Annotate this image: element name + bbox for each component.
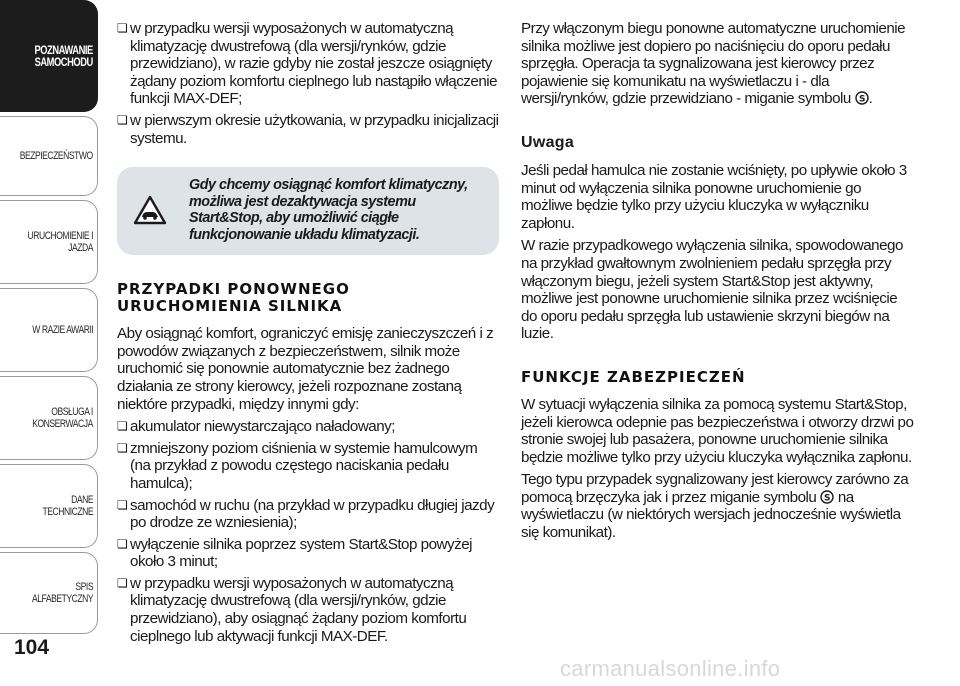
tab-label: URUCHOMIENIE I JAZDA [27, 230, 94, 254]
list-item: ❏ zmniejszony poziom ciśnienia w systemie hamulcowym (na przykład z powodu częstego naciskania pedału hamulca); [117, 440, 499, 493]
tab-label: POZNAWANIE SAMOCHODU [34, 43, 94, 69]
left-column [117, 20, 499, 649]
paragraph: Tego typu przypadek sygnalizowany jest kierowcy zarówno za pomocą brzęczyka jak i przez miganie symbolu S na wyświetlaczu (w niektórych wersjach jednocześnie wyświetla się komunikat). [521, 471, 909, 542]
tab-spis-alfabetyczny[interactable] [0, 552, 98, 634]
car-warning-icon [125, 195, 175, 225]
right-column [521, 20, 916, 547]
tab-label: SPIS ALFABETYCZNY [31, 581, 94, 605]
tab-bezpieczenstwo[interactable] [0, 116, 98, 196]
section-heading: PRZYPADKI PONOWNEGO URUCHOMIENIA SILNIKA [117, 280, 350, 316]
page-number: 104 [14, 636, 50, 659]
paragraph: Przy włączonym biegu ponowne automatyczne uruchomienie silnika możliwe jest dopiero po naciśnięciu do oporu pedału sprzęgła. Operacja ta sygnalizowana jest kierowcy przez pojawienie się komunikatu na wyświetlaczu i - dla wersji/rynków, gdzie przewidziano - miganie symbolu S . [521, 20, 906, 108]
start-stop-symbol-icon [820, 490, 834, 504]
tab-label: DANE TECHNICZNE [42, 494, 94, 518]
tab-label: BEZPIECZEŃSTWO [20, 150, 94, 162]
tab-dane-techniczne[interactable] [0, 464, 98, 548]
list-item: ❏ akumulator niewystarczająco naładowany; [117, 418, 499, 436]
list-item: ❏ w pierwszym okresie użytkowania, w przypadku inicjalizacji systemu. [117, 112, 499, 147]
paragraph: W sytuacji wyłączenia silnika za pomocą systemu Start&Stop, jeżeli kierowca odepnie pas bezpieczeństwa i otworzy drzwi po stronie swojej lub pasażera, ponowne uruchomienie silnika będzie możliwe tylko przy użyciu kluczyka wyłącznika zapłonu. [521, 395, 914, 466]
list-item: ❏ wyłączenie silnika poprzez system Start&Stop powyżej około 3 minut; [117, 536, 499, 571]
tab-uruchomienie-i-jazda[interactable] [0, 200, 98, 284]
tab-label: W RAZIE AWARII [32, 324, 94, 336]
section-heading: FUNKCJE ZABEZPIECZEŃ [521, 367, 746, 386]
note-heading: Uwaga [521, 133, 575, 151]
start-stop-symbol-icon [855, 91, 869, 105]
paragraph: Jeśli pedał hamulca nie zostanie wciśnięty, po upływie około 3 minut od wyłączenia silnika ponowne uruchomienie go możliwe będzie tylko przy użyciu kluczyka w wyłączniku zapłonu. [521, 161, 907, 232]
list-item: ❏ w przypadku wersji wyposażonych w automatyczną klimatyzację dwustrefową (dla wersji/rynków, gdzie przewidziano), w razie gdyby nie został jeszcze osiągnięty żądany poziom komfortu cieplnego lub nastąpiło włączenie funkcji MAX-DEF; [117, 20, 499, 108]
tab-poznawanie-samochodu[interactable] [0, 0, 98, 112]
svg-text:S: S [824, 493, 831, 504]
paragraph: Aby osiągnąć komfort, ograniczyć emisję zanieczyszczeń i z powodów związanych z bezpieczeństwem, silnik może uruchomić się ponownie automatycznie bez żadnego działania ze strony kierowcy, jeżeli rozpoznane zostaną niektóre przypadki, między innymi gdy: [117, 325, 494, 413]
warning-text: Gdy chcemy osiągnąć komfort klimatyczny, możliwa jest dezaktywacja systemu Start&Stop, aby umożliwić ciągłe funkcjonowanie układu klimatyzacji. [189, 177, 468, 243]
svg-text:S: S [858, 94, 865, 105]
watermark: carmanualsonline.info [560, 656, 781, 681]
paragraph: W razie przypadkowego wyłączenia silnika, spowodowanego na przykład gwałtownym zwolnieniem pedału sprzęgła przy włączonym biegu, jeżeli system Start&Stop jest aktywny, możliwe jest ponowne uruchomienie silnika przez wciśnięcie do oporu pedału sprzęgła lub ustawienie skrzyni biegów na luzie. [521, 237, 903, 343]
tab-w-razie-awarii[interactable] [0, 288, 98, 372]
list-item: ❏ samochód w ruchu (na przykład w przypadku długiej jazdy po drodze ze wzniesienia); [117, 497, 499, 532]
tab-label: OBSŁUGA I KONSERWACJA [32, 406, 94, 430]
chapter-tabs [0, 0, 104, 640]
list-item: ❏ w przypadku wersji wyposażonych w automatyczną klimatyzację dwustrefową (dla wersji/rynków, gdzie przewidziano), aby osiągnąć żądany poziom komfortu cieplnego lub aktywacji funkcji MAX-DEF. [117, 575, 499, 645]
tab-obsluga-i-konserwacja[interactable] [0, 376, 98, 460]
warning-box [117, 167, 499, 255]
